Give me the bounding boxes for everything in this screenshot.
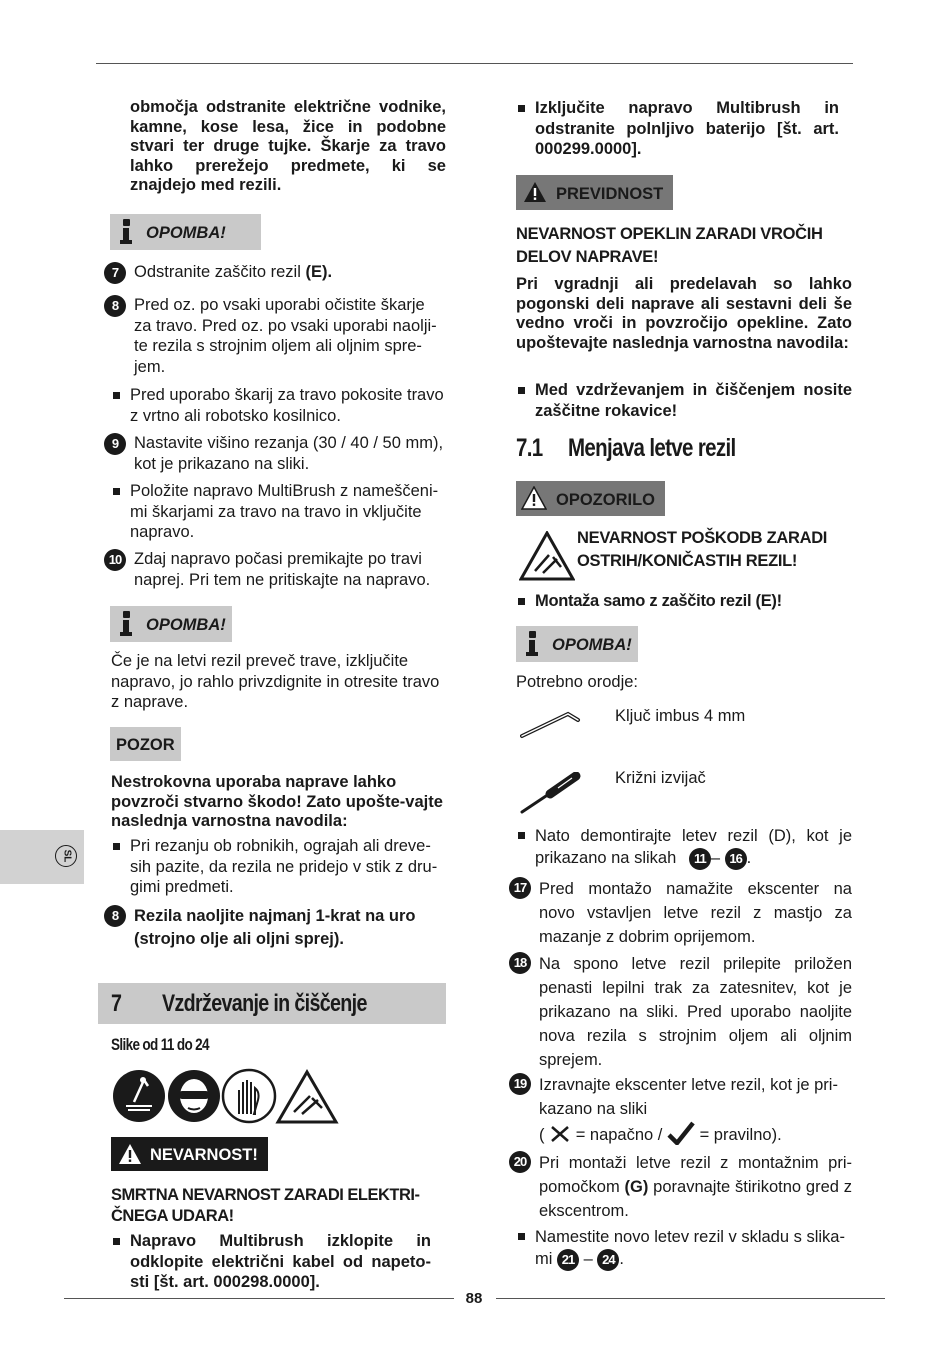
- info-icon: [526, 631, 538, 657]
- note-label: OPOMBA!: [146, 224, 226, 242]
- note-label: OPOMBA!: [552, 636, 632, 654]
- danger-label: NEVARNOST!: [150, 1146, 258, 1164]
- step-number: 17: [509, 877, 531, 899]
- bullet-edges: [111, 836, 446, 898]
- bullet-install-new: [516, 1226, 852, 1272]
- tool-allen-key: Ključ imbus 4 mm: [615, 707, 746, 725]
- note-label: OPOMBA!: [146, 616, 226, 634]
- step-number: 7: [104, 262, 126, 284]
- footer-rule-left: [64, 1298, 454, 1299]
- cut-hazard-icon: [278, 1072, 336, 1122]
- step-8-oil: [104, 905, 446, 949]
- bullet-square: [518, 598, 525, 605]
- bullet-text: Pri rezanju ob robnikih, ograjah ali dreve-sih pazite, da rezila ne pridejo v stik z dru-gimi predmeti.: [130, 837, 438, 896]
- step-number: 18: [509, 952, 531, 974]
- note-box-3: [516, 626, 638, 662]
- correct-check-icon: [667, 1121, 695, 1145]
- step-text: Pri montaži letve rezil z montažnim pri-pomočkom: [539, 1154, 852, 1196]
- bullet-square: [113, 843, 120, 850]
- step-text: Izravnajte ekscenter letve rezil, kot je pri-kazano na sliki: [539, 1076, 838, 1118]
- safety-icons-svg: [112, 1068, 352, 1124]
- caution-label: PREVIDNOST: [556, 185, 664, 203]
- pozor-box: [110, 727, 181, 761]
- warning-label: OPOZORILO: [556, 491, 655, 509]
- bullet-square: [518, 1233, 525, 1240]
- step-text: Pred montažo namažite ekscenter na novo vstavljen letve rezil z mastjo za mazanje z dobrim oprijemom.: [539, 880, 852, 946]
- step-text: Pred oz. po vsaki uporabi očistite škarje za travo. Pred oz. po vsaki uporabi naolji-te rezila s strojnim oljem ali oljnim spre-jem.: [134, 296, 437, 376]
- sharp-blades-hazard-icon: [519, 531, 575, 581]
- page-number: 88: [465, 1290, 483, 1307]
- figure-ref-16: 16: [725, 848, 747, 870]
- right-column: [513, 0, 854, 1300]
- bullet-gloves: [516, 380, 852, 422]
- note-box-1: [110, 214, 261, 250]
- language-tab-label: SL: [61, 849, 72, 863]
- subsection-heading-7-1: [516, 434, 852, 464]
- tool-screwdriver: Križni izvijač: [615, 769, 706, 787]
- allen-key-icon: [520, 706, 584, 742]
- step-text-2: poravnajte štirikotno gred z ekscentrom.: [539, 1178, 852, 1220]
- step-19: [509, 1073, 852, 1145]
- step-number: 8: [104, 905, 126, 927]
- pozor-label: POZOR: [116, 736, 175, 754]
- step-8: [104, 295, 446, 377]
- language-tab-circle: [55, 845, 77, 867]
- step-10: [104, 549, 446, 591]
- bullet-text: Montaža samo z zaščito rezil (E)!: [535, 592, 782, 610]
- legend-line: [539, 1121, 852, 1147]
- bullet-unplug: [111, 1231, 431, 1293]
- section-title: Vzdrževanje in čiščenje: [162, 990, 367, 1017]
- warning-box: [516, 481, 665, 516]
- bullet-text: Izključite napravo Multibrush in odstranite polnljivo baterijo [št. art. 000299.0000].: [535, 99, 839, 158]
- bullet-square: [113, 1238, 120, 1245]
- screwdriver-icon: [518, 772, 584, 816]
- wrong-label: = napačno /: [575, 1126, 663, 1144]
- figures-reference: Slike od 11 do 24: [111, 1036, 209, 1054]
- step-ref: (G): [624, 1178, 649, 1196]
- bullet-square: [113, 392, 120, 399]
- range-dash: –: [710, 849, 721, 867]
- bullet-text: Pred uporabo škarij za travo pokosite travo z vrtno ali robotsko kosilnico.: [130, 386, 444, 425]
- caution-text: Pri vgradnji ali predelavah so lahko pogonski deli naprave ali sestavni deli še vedno vroči in povzročijo opekline. Zato upoštevajte naslednja varnostna navodila:: [516, 275, 852, 352]
- section-number: 7: [111, 990, 122, 1017]
- footer-rule-right: [496, 1298, 885, 1299]
- left-column: [96, 0, 448, 1300]
- read-manual-icon: [113, 1070, 165, 1122]
- warning-title: NEVARNOST POŠKODB ZARADI OSTRIH/KONIČASTIH REZIL!: [577, 529, 828, 570]
- period: .: [619, 1250, 624, 1268]
- bullet-square: [518, 105, 525, 112]
- step-number: 9: [104, 433, 126, 455]
- step-ref: (E).: [305, 263, 333, 281]
- figure-ref-11: 11: [689, 848, 711, 870]
- warning-triangle-icon: [118, 1143, 142, 1165]
- step-text: Rezila naoljite najmanj 1-krat na uro (strojno olje ali oljni sprej).: [134, 907, 416, 948]
- step-text: Odstranite zaščito rezil: [134, 263, 306, 281]
- warning-triangle-icon: [523, 181, 547, 203]
- step-text: Zdaj napravo počasi premikajte po travi naprej. Pri tem ne pritiskajte na napravo.: [134, 550, 431, 589]
- tools-label: Potrebno orodje:: [516, 673, 639, 691]
- bullet-text: Napravo Multibrush izklopite in odklopite električni kabel od napeto-sti [št. art. 000298.0000].: [130, 1232, 431, 1291]
- open-paren: (: [539, 1126, 545, 1144]
- bullet-square: [518, 832, 525, 839]
- intro-paragraph: območja odstranite električne vodnike, kamne, kose lesa, žice in podobne stvari ter druge tujke. Škarje za travo lahko prerežejo predmete, ki se znajdejo med rezili.: [130, 98, 446, 194]
- safety-icons: [112, 1068, 352, 1124]
- section-heading-7: [98, 983, 446, 1024]
- note-text: Če je na letvi rezil preveč trave, izključite napravo, jo rahlo privzdignite in otresite travo z naprave.: [111, 652, 440, 711]
- bullet-text: Med vzdrževanjem in čiščenjem nosite zaščitne rokavice!: [535, 381, 852, 420]
- pozor-text: Nestrokovna uporaba naprave lahko povzroči stvarno škodo! Zato upošte-vajte naslednja varnostna navodila:: [111, 773, 443, 830]
- figure-ref-24: 24: [597, 1249, 619, 1271]
- caution-title: NEVARNOST OPEKLIN ZARADI VROČIH DELOV NAPRAVE!: [516, 225, 823, 266]
- right-label: = pravilno).: [699, 1126, 782, 1144]
- info-icon: [120, 219, 132, 245]
- bullet-remove-battery: [516, 98, 839, 160]
- step-number: 20: [509, 1151, 531, 1173]
- danger-box: [111, 1137, 268, 1171]
- period: .: [746, 849, 752, 867]
- step-text: Nastavite višino rezanja (30 / 40 / 50 mm), kot je prikazano na sliki.: [134, 434, 444, 473]
- info-icon: [120, 611, 132, 637]
- bullet-place-device: [111, 481, 446, 543]
- eye-protection-icon: [168, 1070, 220, 1122]
- range-dash: –: [583, 1250, 593, 1268]
- step-number: 19: [509, 1073, 531, 1095]
- step-number: 10: [104, 549, 126, 571]
- step-9: [104, 433, 446, 475]
- bullet-square: [518, 387, 525, 394]
- step-7: [104, 262, 446, 284]
- caution-box: [516, 175, 673, 210]
- bullet-text: Namestite novo letev rezil v skladu s slika-mi: [535, 1228, 845, 1268]
- wrong-cross-icon: [549, 1125, 571, 1143]
- gloves-icon: [223, 1070, 275, 1122]
- language-tab: [0, 830, 84, 884]
- bullet-mow-first: [111, 385, 446, 427]
- note-box-2: [110, 606, 232, 642]
- bullet-protection: [516, 591, 852, 613]
- danger-title: SMRTNA NEVARNOST ZARADI ELEKTRI-ČNEGA UDARA!: [111, 1186, 420, 1225]
- subsection-title: Menjava letve rezil: [568, 434, 736, 462]
- bullet-dismantle: [516, 825, 852, 871]
- step-number: 8: [104, 295, 126, 317]
- figure-ref-21: 21: [557, 1249, 579, 1271]
- bullet-text: Položite napravo MultiBrush z nameščeni-mi škarjami za travo na travo in vključite napravo.: [130, 482, 439, 541]
- subsection-number: 7.1: [516, 434, 543, 462]
- step-17: [509, 877, 852, 947]
- bullet-square: [113, 488, 120, 495]
- bullet-text: Nato demontirajte letev rezil (D), kot je prikazano na slikah: [535, 827, 852, 867]
- step-20: [509, 1151, 852, 1223]
- warning-triangle-icon: [521, 486, 547, 510]
- step-18: [509, 952, 852, 1070]
- step-text: Na spono letve rezil prilepite priložen penasti lepilni trak za zatesnitev, kot je prikazano na sliki. Pred uporabo naoljite nova rezila s strojnim oljem ali oljnim sprejem.: [539, 955, 852, 1069]
